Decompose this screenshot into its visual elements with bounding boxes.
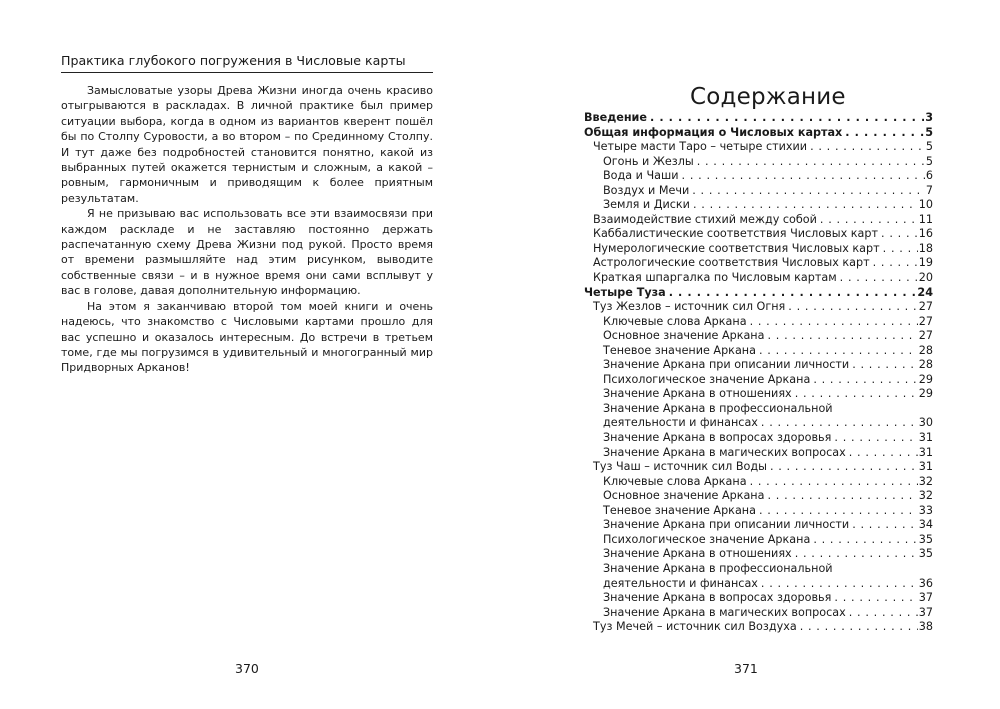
toc-entry[interactable]: Краткая шпаргалка по Числовым картам . . . 20 — [584, 271, 933, 286]
toc-entry[interactable]: Значение Аркана в магических вопросах . . . 31 — [584, 446, 933, 461]
toc-entry[interactable]: Значение Аркана в отношениях . . . 35 — [584, 547, 933, 562]
paragraph: Я не призываю вас использовать все эти взаимосвязи при каждом раскладе и не заставляю постоянно держать распечатанную схему Древа Жизни под рукой. Просто время от времени размышляйте над этим рисунком, выводите собственные связи – и в нужное время они сами всплывут у вас в голове, давая дополнительную информацию. — [61, 207, 433, 298]
table-of-contents — [584, 111, 933, 635]
toc-entry[interactable]: Значение Аркана в профессиональной деятельности и финансах . . . 36 — [584, 562, 933, 591]
toc-entry[interactable]: Вода и Чаши . . . 6 — [584, 169, 933, 184]
page-number-right: 371 — [734, 661, 758, 676]
paragraph: На этом я заканчиваю второй том моей книги и очень надеюсь, что знакомство с Числовыми картами прошло для вас успешно и оказалось интересным. До встречи в третьем томе, где мы погрузимся в удивительный и многогранный мир Придворных Арканов! — [61, 299, 433, 375]
toc-entry[interactable]: Каббалистические соответствия Числовых карт . . . 16 — [584, 227, 933, 242]
toc-entry[interactable]: Психологическое значение Аркана . . . 29 — [584, 373, 933, 388]
toc-entry[interactable]: Значение Аркана при описании личности . . . 28 — [584, 358, 933, 373]
toc-entry[interactable]: Основное значение Аркана . . . 27 — [584, 329, 933, 344]
toc-entry[interactable]: Огонь и Жезлы . . . 5 — [584, 155, 933, 170]
running-header: Практика глубокого погружения в Числовые карты — [61, 52, 433, 73]
toc-entry[interactable]: Взаимодействие стихий между собой . . . 11 — [584, 213, 933, 228]
page-number-left: 370 — [235, 661, 259, 676]
toc-entry[interactable]: Туз Чаш – источник сил Воды . . . 31 — [584, 460, 933, 475]
toc-entry[interactable]: Четыре масти Таро – четыре стихии . . . 5 — [584, 140, 933, 155]
toc-entry[interactable]: Туз Мечей – источник сил Воздуха . . . 38 — [584, 620, 933, 635]
toc-entry-general-info[interactable]: Общая информация о Числовых картах . . . 5 — [584, 126, 933, 141]
toc-entry[interactable]: Теневое значение Аркана . . . 33 — [584, 504, 933, 519]
toc-entry[interactable]: Значение Аркана в вопросах здоровья . . . 37 — [584, 591, 933, 606]
body-text — [61, 83, 433, 376]
toc-entry[interactable]: Ключевые слова Аркана . . . 32 — [584, 475, 933, 490]
toc-entry[interactable]: Туз Жезлов – источник сил Огня . . . 27 — [584, 300, 933, 315]
right-page — [500, 0, 1000, 709]
toc-entry[interactable]: Земля и Диски . . . 10 — [584, 198, 933, 213]
toc-entry-intro[interactable]: Введение . . . 3 — [584, 111, 933, 126]
toc-entry[interactable]: Астрологические соответствия Числовых карт . . . 19 — [584, 256, 933, 271]
toc-entry[interactable]: Основное значение Аркана . . . 32 — [584, 489, 933, 504]
toc-entry-four-aces[interactable]: Четыре Туза . . . 24 — [584, 286, 933, 301]
toc-entry[interactable]: Нумерологические соответствия Числовых карт . . . 18 — [584, 242, 933, 257]
toc-entry[interactable]: Значение Аркана в профессиональной деятельности и финансах . . . 30 — [584, 402, 933, 431]
toc-title: Содержание — [690, 84, 846, 110]
toc-entry[interactable]: Воздух и Мечи . . . 7 — [584, 184, 933, 199]
toc-entry[interactable]: Значение Аркана в магических вопросах . . . 37 — [584, 606, 933, 621]
toc-entry[interactable]: Психологическое значение Аркана . . . 35 — [584, 533, 933, 548]
toc-entry[interactable]: Теневое значение Аркана . . . 28 — [584, 344, 933, 359]
toc-entry[interactable]: Значение Аркана в отношениях . . . 29 — [584, 387, 933, 402]
paragraph: Замысловатые узоры Древа Жизни иногда очень красиво отыгрываются в раскладах. В личной практике был пример ситуации выбора, когда в одном из вариантов кверент пошёл бы по Столпу Суровости, а во втором – по Срединному Столпу. И тут даже без подробностей становится понятно, какой из выбранных путей окажется тернистым и сложным, а какой – ровным, гармоничным и приводящим к более приятным результатам. — [61, 84, 433, 205]
toc-entry[interactable]: Значение Аркана в вопросах здоровья . . . 31 — [584, 431, 933, 446]
toc-entry[interactable]: Значение Аркана при описании личности . . . 34 — [584, 518, 933, 533]
toc-entry[interactable]: Ключевые слова Аркана . . . 27 — [584, 315, 933, 330]
